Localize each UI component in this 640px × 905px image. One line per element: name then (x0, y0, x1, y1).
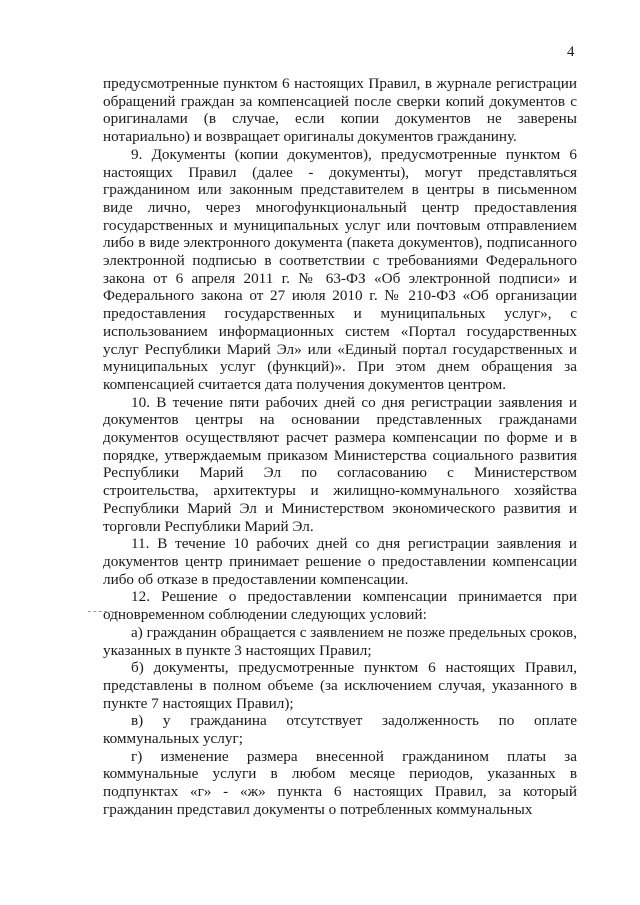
document-body (103, 75, 577, 819)
paragraph-continuation: предусмотренные пунктом 6 настоящих Правил, в журнале регистрации обращений граждан за компенсацией после сверки копий документов с оригиналами (в случае, если копии документов не заверены нотариально) и возвращает оригиналы документов гражданину. (103, 75, 577, 146)
paragraph-item-10: 10. В течение пяти рабочих дней со дня регистрации заявления и документов центры на основании представленных гражданами документов осуществляют расчет размера компенсации по форме и в порядке, утверждаемым приказом Министерства социального развития Республики Марий Эл по согласованию с Министерством строительства, архитектуры и жилищно-коммунального хозяйства Республики Марий Эл и Министерством экономического развития и торговли Республики Марий Эл. (103, 393, 577, 535)
subitem-b: б) документы, предусмотренные пунктом 6 настоящих Правил, представлены в полном объеме (за исключением случая, указанного в пункте 7 настоящих Правил); (103, 659, 577, 712)
page-number: 4 (567, 44, 575, 60)
paragraph-item-9: 9. Документы (копии документов), предусмотренные пунктом 6 настоящих Правил (далее - документы), могут представляться гражданином или законным представителем в центры в письменном виде лично, через многофункциональный центр предоставления государственных и муниципальных услуг или почтовым отправлением либо в виде электронного документа (пакета документов), подписанного электронной подписью в соответствии с требованиями Федерального закона от 6 апреля 2011 г. № 63-ФЗ «Об электронной подписи» и Федерального закона от 27 июля 2010 г. № 210-ФЗ «Об организации предоставления государственных и муниципальных услуг», с использованием информационных систем «Портал государственных услуг Республики Марий Эл» или «Единый портал государственных и муниципальных услуг (функций)». При этом днем обращения за компенсацией считается дата получения документов центром. (103, 145, 577, 393)
subitem-v: в) у гражданина отсутствует задолженность по оплате коммунальных услуг; (103, 712, 577, 748)
subitem-a: а) гражданин обращается с заявлением не позже предельных сроков, указанных в пункте 3 настоящих Правил; (103, 623, 577, 659)
subitem-g: г) изменение размера внесенной гражданином платы за коммунальные услуги в любом месяце периодов, указанных в подпунктах «г» - «ж» пункта 6 настоящих Правил, за который гражданин представил документы о потребленных коммунальных (103, 747, 577, 818)
paragraph-item-12: 12. Решение о предоставлении компенсации принимается при одновременном соблюдении следующих условий: (103, 588, 577, 624)
paragraph-item-11: 11. В течение 10 рабочих дней со дня регистрации заявления и документов центр принимает решение о предоставлении компенсации либо об отказе в предоставлении компенсации. (103, 535, 577, 588)
